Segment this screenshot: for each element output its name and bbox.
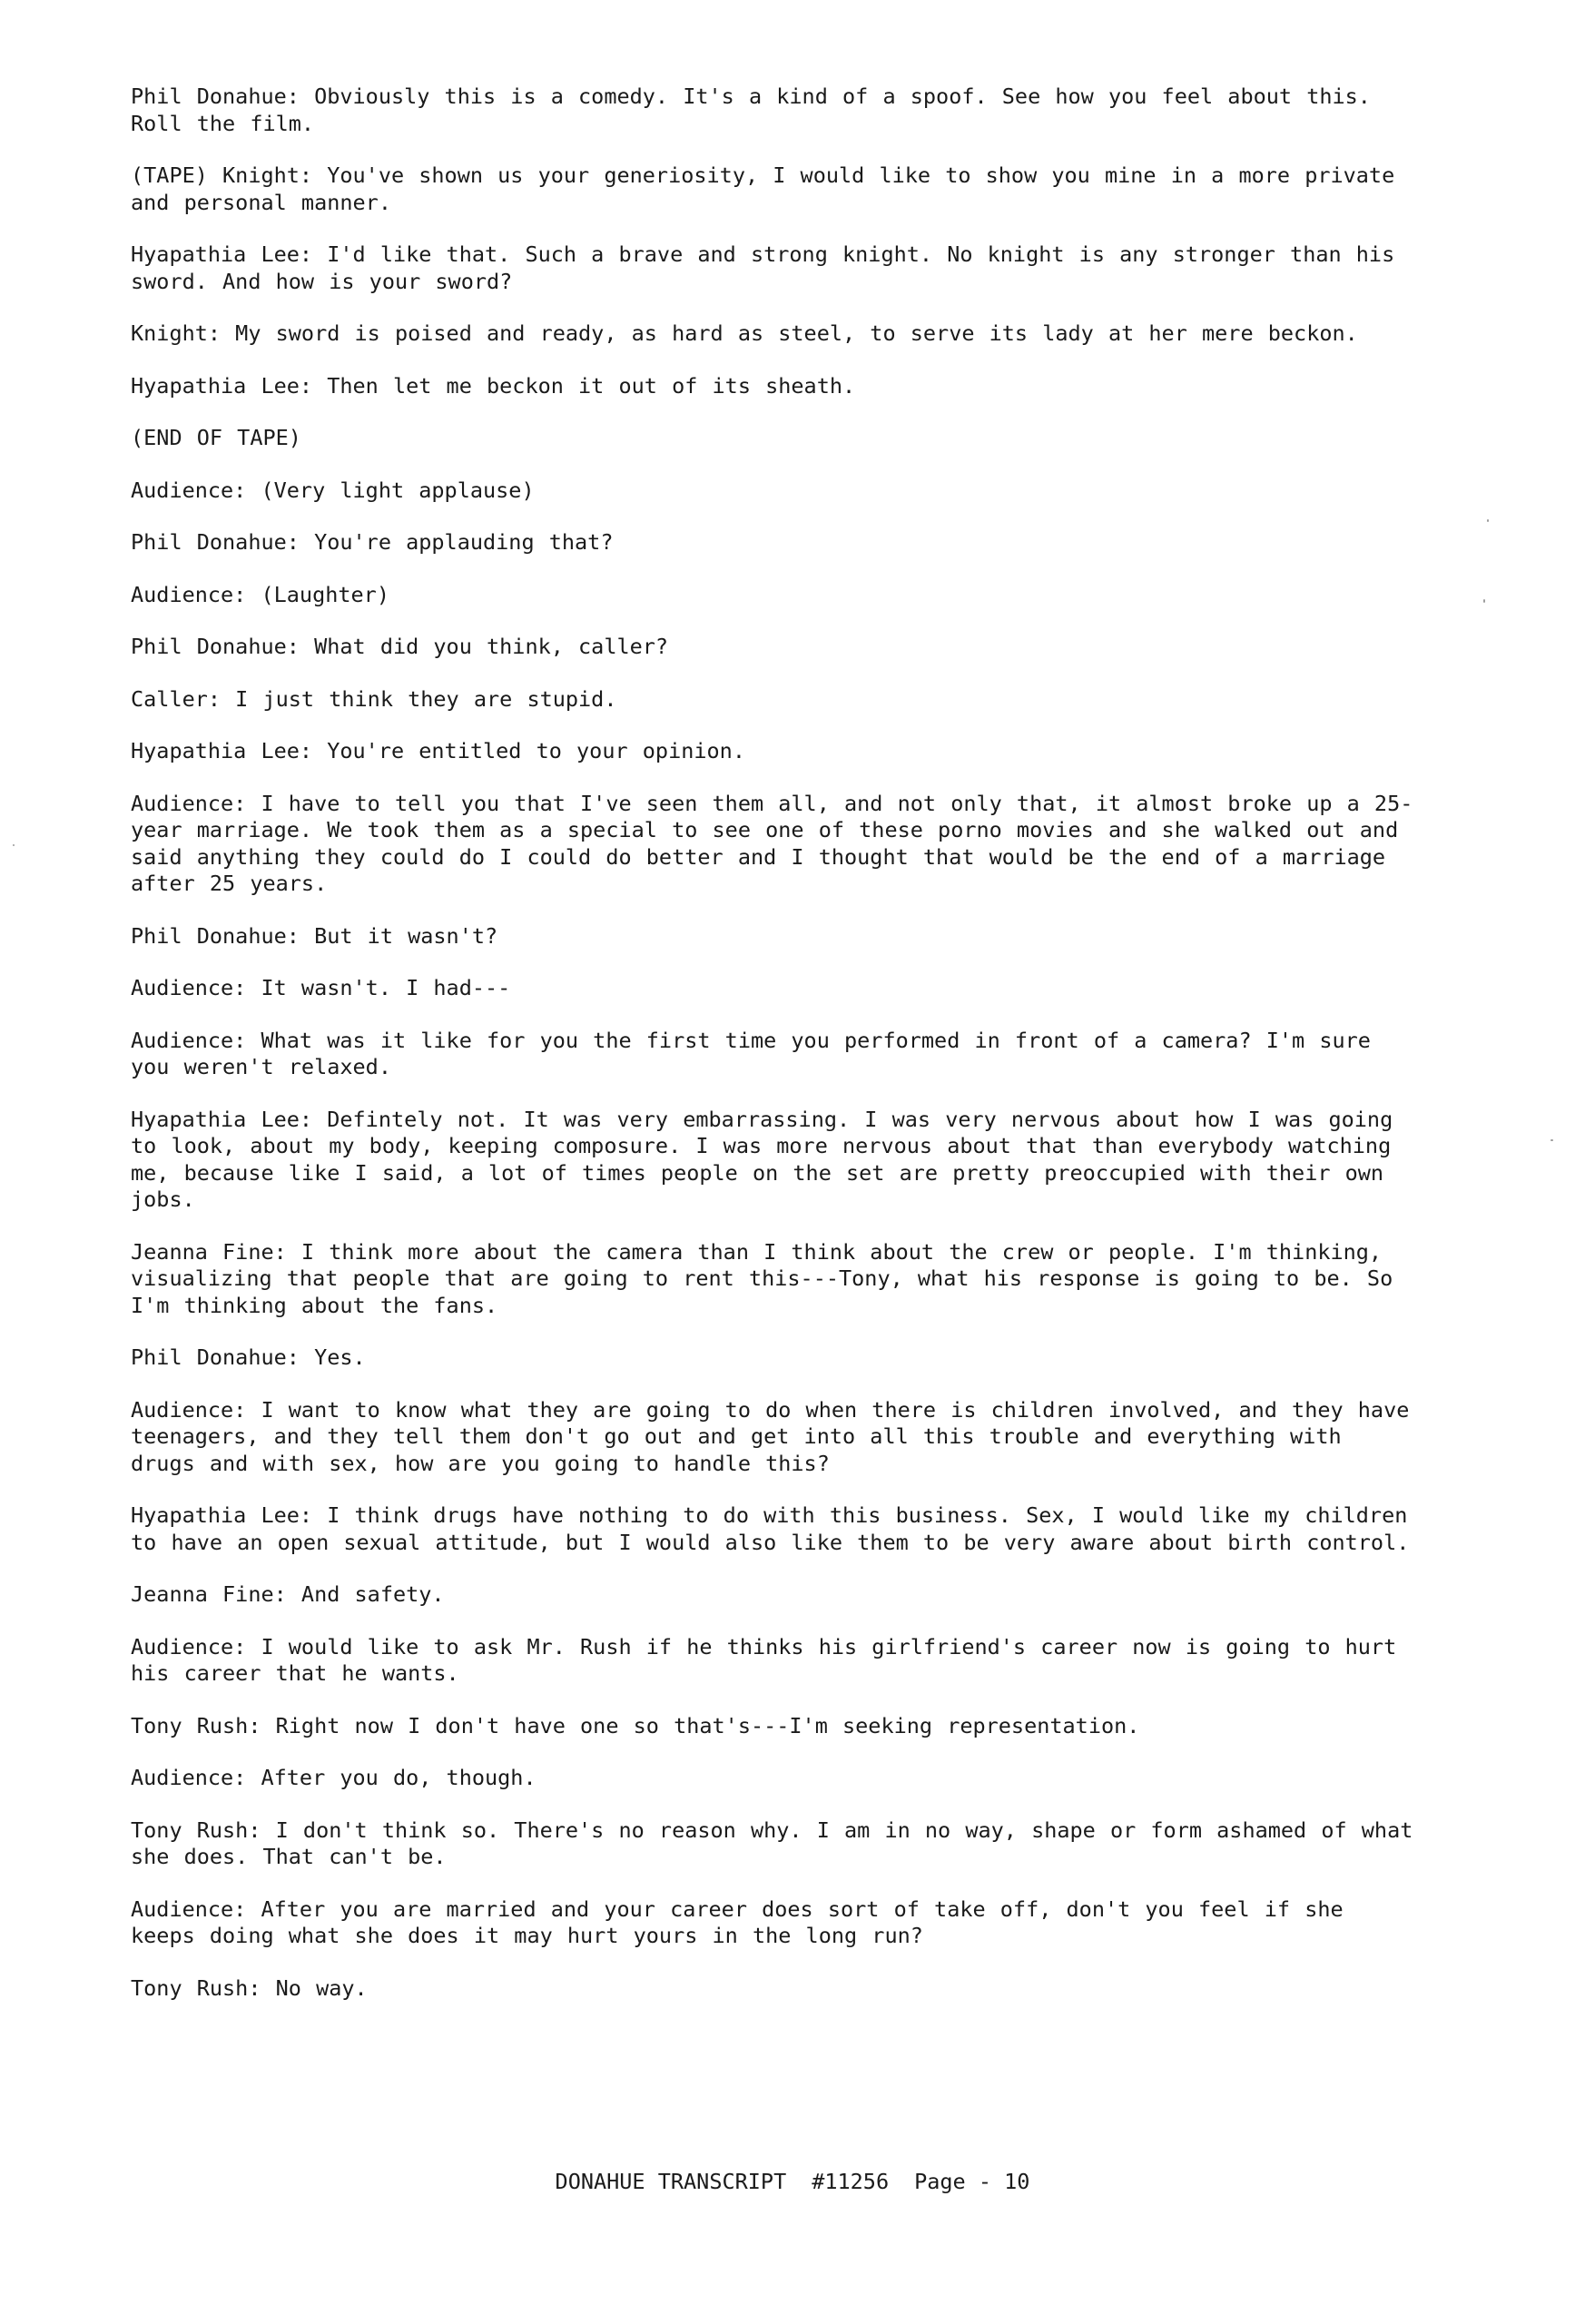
scan-speck [1483,599,1485,603]
footer-transcript-number: #11256 [812,2169,890,2194]
page-footer [0,2169,1585,2194]
transcript-paragraph: Audience: After you are married and your career does sort of take off, don't you feel if she keeps doing what she does it may hurt yours in the long run? [131,1896,1358,1948]
transcript-paragraph: Audience: I want to know what they are going to do when there is children involved, and they have teenagers, and they tell them don't go out and get into all this trouble and everything with drugs and with sex, how are you going to handle this? [131,1396,1424,1476]
transcript-paragraph: Tony Rush: I don't think so. There's no reason why. I am in no way, shape or form ashamed of what she does. That can't be. [131,1817,1428,1869]
transcript-paragraph: Audience: I would like to ask Mr. Rush if he thinks his girlfriend's career now is going to hurt his career that he wants. [131,1633,1412,1686]
transcript-paragraph: Audience: It wasn't. I had--- [131,975,511,1000]
transcript-paragraph: Knight: My sword is poised and ready, as hard as steel, to serve its lady at her mere beckon. [131,320,1358,346]
footer-title: DONAHUE TRANSCRIPT [555,2169,787,2194]
transcript-paragraph: Hyapathia Lee: I think drugs have nothing to do with this business. Sex, I would like my children to have an open sexual attitude, but I would also like them to be very aware about birth control. [131,1502,1423,1555]
transcript-paragraph: (TAPE) Knight: You've shown us your generiosity, I would like to show you mine in a more private and personal manner. [131,162,1410,215]
scan-speck [1487,519,1489,522]
footer-page-number: Page - 10 [914,2169,1030,2194]
transcript-paragraph: Hyapathia Lee: Defintely not. It was very embarrassing. I was very nervous about how I was going to look, about my body, keeping composure. I was more nervous about that than everybody watching me, because like I said, a lot of times people on the set are pretty preoccupied with their own jobs. [131,1106,1408,1212]
transcript-paragraph: Phil Donahue: What did you think, caller? [131,634,669,659]
transcript-paragraph: Hyapathia Lee: I'd like that. Such a brave and strong knight. No knight is any stronger than his sword. And how is your sword? [131,241,1410,294]
transcript-paragraph: Audience: (Laughter) [131,581,389,607]
transcript-body [131,84,1428,2027]
scan-speck [13,844,15,846]
transcript-paragraph: Jeanna Fine: And safety. [131,1581,445,1607]
transcript-paragraph: Audience: (Very light applause) [131,477,535,503]
transcript-paragraph: Hyapathia Lee: You're entitled to your opinion. [131,738,745,763]
transcript-paragraph: Caller: I just think they are stupid. [131,685,617,712]
transcript-paragraph: Audience: I have to tell you that I've seen them all, and not only that, it almost broke up a 25-year marriage. We took them as a special to see one of these porno movies and she walked out and said anything they could do I could do better and I thought that would be the end of a marriage after 25 years. [131,790,1413,896]
transcript-paragraph: Hyapathia Lee: Then let me beckon it out of its sheath. [131,372,856,399]
transcript-paragraph: Phil Donahue: You're applauding that? [131,529,614,555]
transcript-paragraph: Phil Donahue: Yes. [131,1344,366,1370]
transcript-paragraph: (END OF TAPE) [131,425,301,450]
transcript-paragraph: Tony Rush: Right now I don't have one so that's---I'm seeking representation. [131,1712,1140,1738]
transcript-paragraph: Audience: After you do, though. [131,1765,537,1790]
transcript-paragraph: Phil Donahue: Obviously this is a comedy. It's a kind of a spoof. See how you feel about this. Roll the film. [131,84,1386,136]
scan-speck [1551,1139,1553,1141]
transcript-paragraph: Tony Rush: No way. [131,1974,368,2001]
transcript-paragraph: Audience: What was it like for you the first time you performed in front of a camera? I'm sure you weren't relaxed. [131,1027,1386,1079]
transcript-paragraph: Phil Donahue: But it wasn't? [131,922,498,949]
transcript-paragraph: Jeanna Fine: I think more about the camera than I think about the crew or people. I'm thinking, visualizing that people that are going to rent this---Tony, what his response is going to be. So I'm thinking about the fans. [131,1238,1408,1318]
